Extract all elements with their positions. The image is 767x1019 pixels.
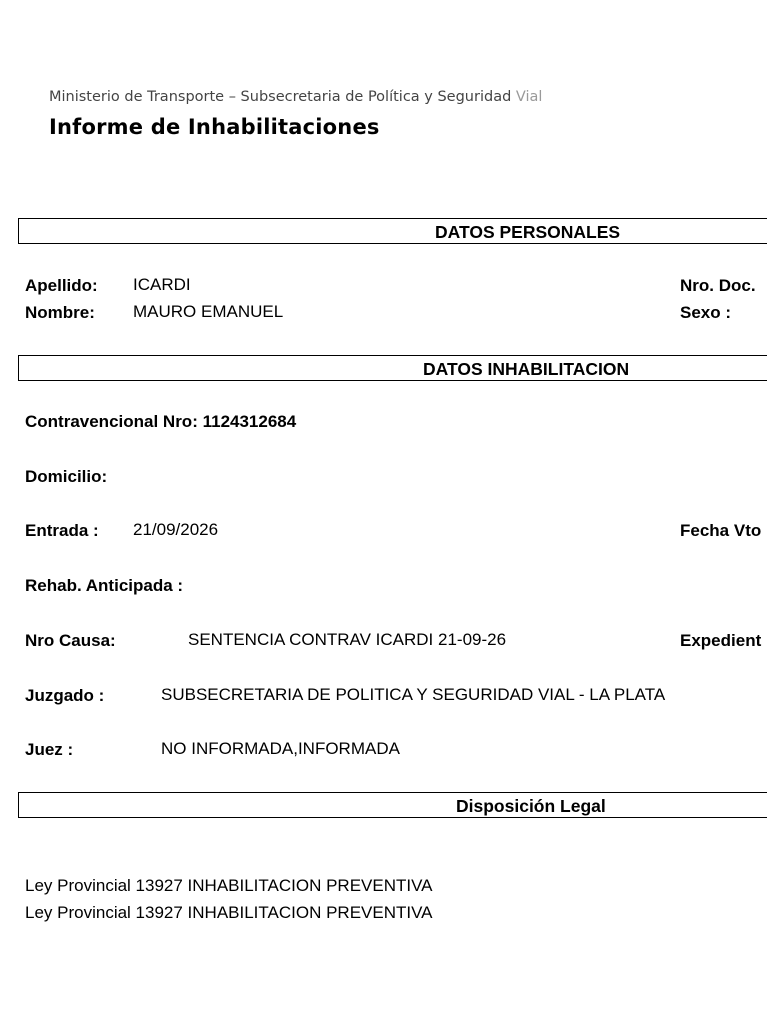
entrada-value: 21/09/2026: [133, 520, 219, 539]
juez-value: NO INFORMADA,INFORMADA: [161, 739, 400, 758]
section-datos-inhabilitacion: [18, 355, 767, 381]
apellido-value: ICARDI: [133, 275, 191, 294]
nombre-label: Nombre:: [25, 303, 95, 322]
disposicion-line: Ley Provincial 13927 INHABILITACION PREVENTIVA: [25, 903, 433, 922]
ministry-text-tail: Vial: [515, 89, 543, 105]
nro-causa-value: SENTENCIA CONTRAV ICARDI 21-09-26: [188, 630, 507, 649]
section-title: DATOS INHABILITACION: [423, 359, 630, 379]
juzgado-label: Juzgado :: [25, 686, 105, 705]
contravencional-value: 1124312684: [202, 412, 297, 431]
nombre-value: MAURO EMANUEL: [133, 302, 284, 321]
sexo-label: Sexo :: [680, 303, 732, 322]
contravencional-row: [25, 412, 296, 432]
apellido-label: Apellido:: [25, 276, 98, 295]
section-title: Disposición Legal: [456, 796, 606, 816]
ministry-text: Ministerio de Transporte – Subsecretaria de Política y Seguridad: [49, 89, 512, 105]
domicilio-label: Domicilio:: [25, 467, 108, 486]
juez-label: Juez :: [25, 740, 74, 759]
disposicion-line: Ley Provincial 13927 INHABILITACION PREVENTIVA: [25, 876, 433, 895]
nro-doc-label: Nro. Doc.: [680, 276, 756, 295]
contravencional-label: Contravencional Nro:: [25, 412, 198, 431]
section-disposicion-legal: [18, 792, 767, 818]
entrada-label: Entrada :: [25, 521, 99, 540]
report-title: Informe de Inhabilitaciones: [49, 115, 380, 139]
ministry-header: [49, 89, 542, 105]
juzgado-value: SUBSECRETARIA DE POLITICA Y SEGURIDAD VIAL - LA PLATA: [161, 685, 666, 704]
expediente-label: Expedient: [680, 631, 762, 650]
fecha-vto-label: Fecha Vto: [680, 521, 762, 540]
section-datos-personales: [18, 218, 767, 244]
rehab-anticipada-label: Rehab. Anticipada :: [25, 576, 184, 595]
section-title: DATOS PERSONALES: [435, 222, 621, 242]
nro-causa-label: Nro Causa:: [25, 631, 116, 650]
